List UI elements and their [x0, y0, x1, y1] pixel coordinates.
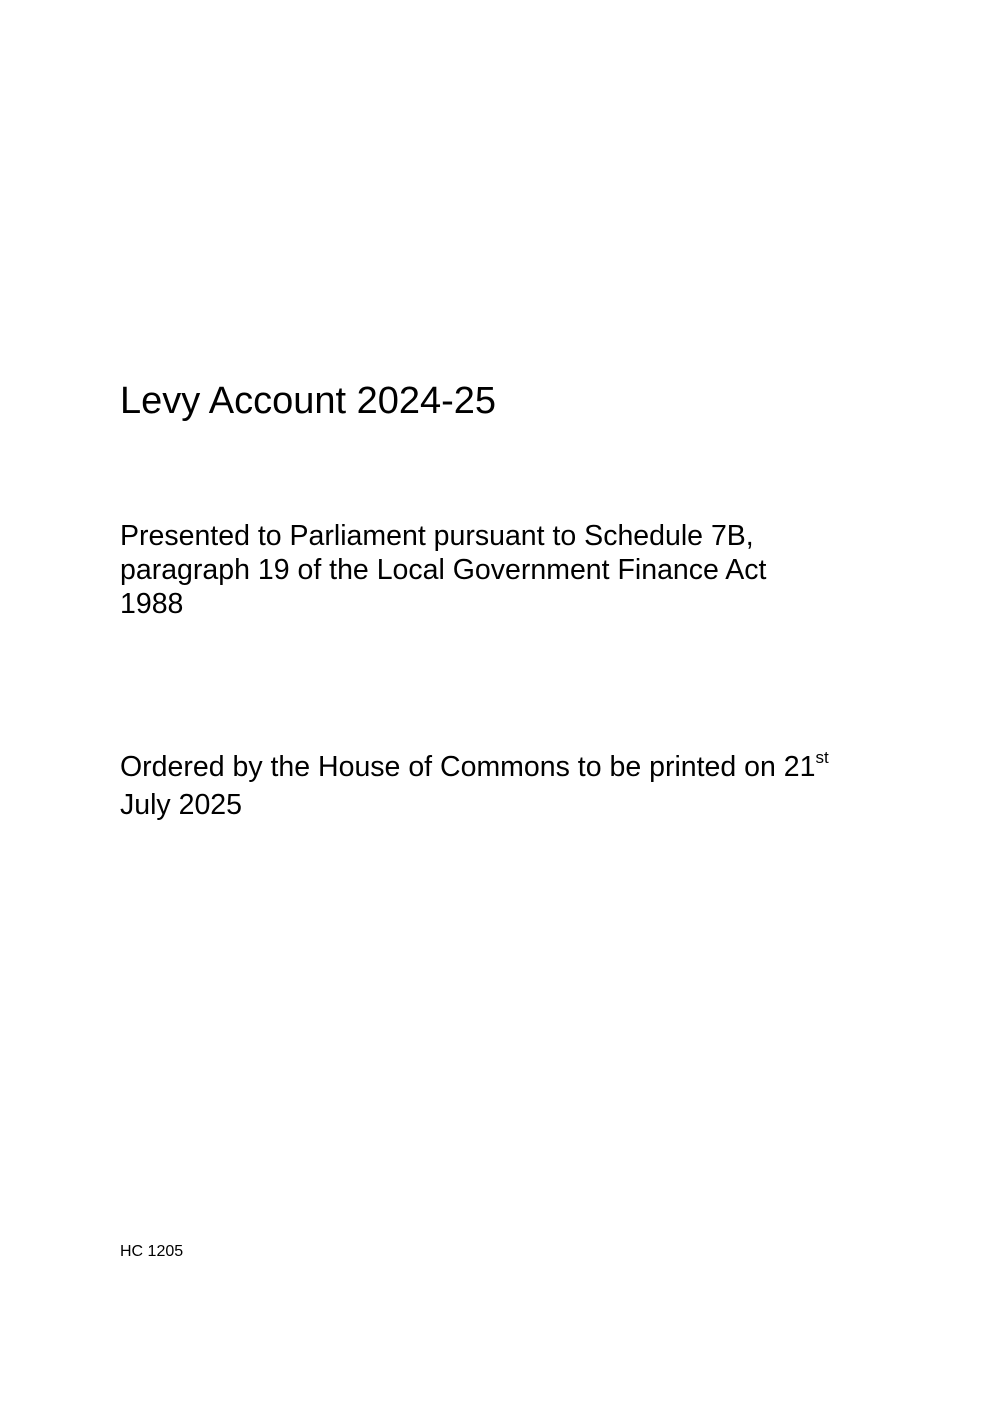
ordered-line-1-text: Ordered by the House of Commons to be printed on 21: [120, 751, 816, 783]
presented-statement: [120, 519, 880, 621]
presented-line-1: Presented to Parliament pursuant to Schedule 7B,: [120, 520, 754, 552]
ordered-line-1: [120, 750, 920, 788]
ordered-line-2: July 2025: [120, 789, 243, 821]
paper-number: HC 1205: [120, 1243, 184, 1260]
presented-line-3: 1988: [120, 588, 184, 620]
ordinal-suffix: st: [815, 748, 829, 767]
presented-line-2: paragraph 19 of the Local Government Finance Act: [120, 554, 767, 586]
ordered-statement: [120, 750, 920, 822]
document-title: Levy Account 2024-25: [120, 380, 497, 422]
